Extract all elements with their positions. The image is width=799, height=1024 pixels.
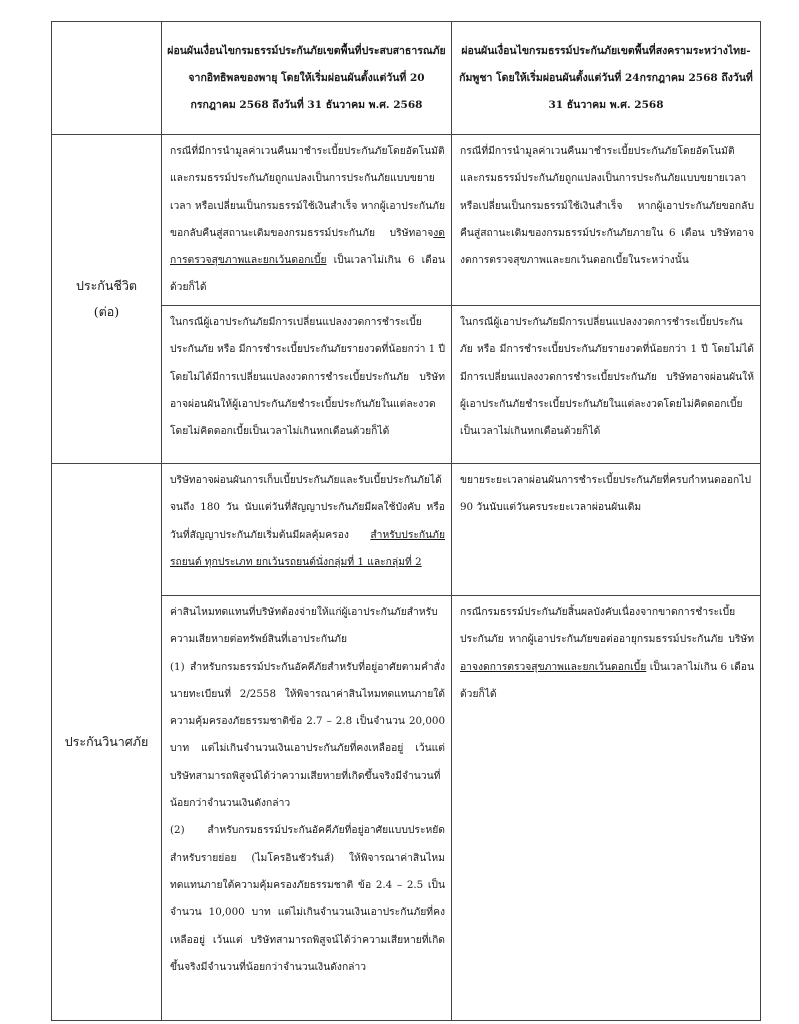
nonlife-storm-claim-cell (162, 596, 452, 1021)
renewal-underlined-text: อาจงดการตรวจสุขภาพและยกเว้นดอกเบี้ย (460, 660, 647, 673)
life-storm-surrender-cell (162, 135, 452, 306)
claim-intro: ค่าสินไหมทดแทนที่บริษัทต้องจ่ายให้แก่ผู้เอาประกันภัยสำหรับความเสียหายต่อทรัพย์สินที่เอาประกันภัย (170, 606, 438, 646)
nonlife-storm-premium-cell (162, 464, 452, 596)
claim-item-2: (2) สำหรับกรมธรรม์ประกันอัคคีภัยที่อยู่อาศัยแบบประหยัดสำหรับรายย่อย (ไมโครอินชัวรันส์) ให้พิจารณาค่าสินไหมทดแทนภายใต้ความคุ้มครองภัยธรรมชาติ ข้อ 2.4 – 2.5 เป็นจำนวน 10,000 บาท แต่ไม่เกินจำนวนเงินเอาประกันภัยที่คงเหลืออยู่ เว้นแต่ บริษัทสามารถพิสูจน์ได้ว่าความเสียหายที่เกิดขึ้นจริงมีจำนวนที่น้อยกว่าจำนวนเงินดังกล่าว (170, 824, 445, 973)
life-war-premium-text: ในกรณีผู้เอาประกันภัยมีการเปลี่ยนแปลงงวดการชำระเบี้ยประกันภัย หรือ มีการชำระเบี้ยประกันภัยรายงวดที่น้อยกว่า 1 ปี โดยไม่ได้มีการเปลี่ยนแปลงงวดการชำระเบี้ยประกันภัย บริษัทอาจผ่อนผันให้ผู้เอาประกันภัยชำระเบี้ยประกันภัยในแต่ละงวดโดยไม่คิดดอกเบี้ยเป็นเวลาไม่เกินหกเดือนด้วยก็ได้ (460, 316, 754, 438)
header-war-relief: ผ่อนผันเงื่อนไขกรมธรรม์ประกันภัยเขตพื้นที่สงครามระหว่างไทย-กัมพูชา โดยให้เริ่มผ่อนผันตั้งแต่วันที่ 24กรกฎาคม 2568 ถึงวันที่ 31 ธันวาคม พ.ศ. 2568 (452, 22, 761, 135)
header-storm-relief: ผ่อนผันเงื่อนไขกรมธรรม์ประกันภัยเขตพื้นที่ประสบสาธารณภัยจากอิทธิพลของพายุ โดยให้เริ่มผ่อนผันตั้งแต่วันที่ 20 กรกฎาคม 2568 ถึงวันที่ 31 ธันวาคม พ.ศ. 2568 (162, 22, 452, 135)
relief-table (51, 21, 761, 1021)
nonlife-storm-premium-text: บริษัทอาจผ่อนผันการเก็บเบี้ยประกันภัยและรับเบี้ยประกันภัยได้จนถึง 180 วัน นับแต่วันที่สัญญาประกันภัยมีผลใช้บังคับ หรือวันที่สัญญาประกันภัยเริ่มต้นมีผลคุ้มครอง สำหรับประกันภัยรถยนต์ ทุกประเภท ยกเว้นรถยนต์นั่งกลุ่มที่ 1 และกลุ่มที่ 2 (170, 474, 445, 568)
life-storm-premium-cell (162, 306, 452, 464)
life-insurance-cont: (ต่อ) (93, 304, 120, 319)
life-war-premium-cell (452, 306, 761, 464)
nonlife-war-renewal-cell (452, 596, 761, 1021)
life-war-surrender-text: กรณีที่มีการนำมูลค่าเวนคืนมาชำระเบี้ยประกันภัยโดยอัตโนมัติ และกรมธรรม์ประกันภัยถูกแปลงเป็นการประกันภัยแบบขยายเวลา หรือเปลี่ยนเป็นกรมธรรม์ใช้เงินสำเร็จ หากผู้เอาประกันภัยขอกลับคืนสู่สถานะเดิมของกรมธรรม์ประกันภัยภายใน 6 เดือน บริษัทอาจงดการตรวจสุขภาพและยกเว้นดอกเบี้ยในระหว่างนั้น (460, 145, 754, 267)
nonlife-row-1 (52, 464, 761, 596)
life-war-surrender-cell (452, 135, 761, 306)
life-storm-premium-text: ในกรณีผู้เอาประกันภัยมีการเปลี่ยนแปลงงวดการชำระเบี้ยประกันภัย หรือ มีการชำระเบี้ยประกันภัยรายงวดที่น้อยกว่า 1 ปี โดยไม่ได้มีการเปลี่ยนแปลงงวดการชำระเบี้ยประกันภัย บริษัทอาจผ่อนผันให้ผู้เอาประกันภัยชำระเบี้ยประกันภัยในแต่ละงวดโดยไม่คิดดอกเบี้ยเป็นเวลาไม่เกินหกเดือนด้วยก็ได้ (170, 316, 446, 438)
life-storm-surrender-text: กรณีที่มีการนำมูลค่าเวนคืนมาชำระเบี้ยประกันภัยโดยอัตโนมัติ และกรมธรรม์ประกันภัยถูกแปลงเป็นการประกันภัยแบบขยายเวลา หรือเปลี่ยนเป็นกรมธรรม์ใช้เงินสำเร็จ หากผู้เอาประกันภัยขอกลับคืนสู่สถานะเดิมของกรมธรรม์ประกันภัย บริษัทอาจงดการตรวจสุขภาพและยกเว้นดอกเบี้ย เป็นเวลาไม่เกิน 6 เดือนด้วยก็ได้ (170, 145, 445, 294)
motor-exclusion-underlined-text: สำหรับประกันภัยรถยนต์ ทุกประเภท ยกเว้นรถยนต์นั่งกลุ่มที่ 1 และกลุ่มที่ 2 (170, 528, 445, 568)
nonlife-insurance-label-cell (52, 464, 162, 1021)
life-row-1 (52, 135, 761, 306)
header-row (52, 22, 761, 135)
nonlife-war-premium-cell (452, 464, 761, 596)
waiver-underlined-text: งดการตรวจสุขภาพและยกเว้นดอกเบี้ย (170, 226, 445, 267)
claim-item-1: (1) สำหรับกรมธรรม์ประกันอัคคีภัยสำหรับที่อยู่อาศัยตามคำสั่งนายทะเบียนที่ 2/2558 ให้พิจารณาค่าสินไหมทดแทนภายใต้ความคุ้มครองภัยธรรมชาติข้อ 2.7 – 2.8 เป็นจำนวน 20,000 บาท แต่ไม่เกินจำนวนเงินเอาประกันภัยที่คงเหลืออยู่ เว้นแต่ บริษัทสามารถพิสูจน์ได้ว่าความเสียหายที่เกิดขึ้นจริงมีจำนวนที่น้อยกว่าจำนวนเงินดังกล่าว (170, 660, 445, 810)
life-insurance-label-cell (52, 135, 162, 464)
nonlife-war-renewal-text: กรณีกรมธรรม์ประกันภัยสิ้นผลบังคับเนื่องจากขาดการชำระเบี้ยประกันภัย หากผู้เอาประกันภัยขอต่ออายุกรมธรรม์ประกันภัย บริษัทอาจงดการตรวจสุขภาพและยกเว้นดอกเบี้ย เป็นเวลาไม่เกิน 6 เดือนด้วยก็ได้ (460, 606, 754, 700)
nonlife-storm-claim-text (162, 596, 451, 983)
header-empty-cell (52, 22, 162, 135)
nonlife-war-premium-text: ขยายระยะเวลาผ่อนผันการชำระเบี้ยประกันภัยที่ครบกำหนดออกไป 90 วันนับแต่วันครบระยะเวลาผ่อนผันเดิม (460, 474, 751, 514)
nonlife-insurance-label: ประกันวินาศภัย (64, 734, 149, 749)
life-insurance-label: ประกันชีวิต (75, 278, 138, 293)
